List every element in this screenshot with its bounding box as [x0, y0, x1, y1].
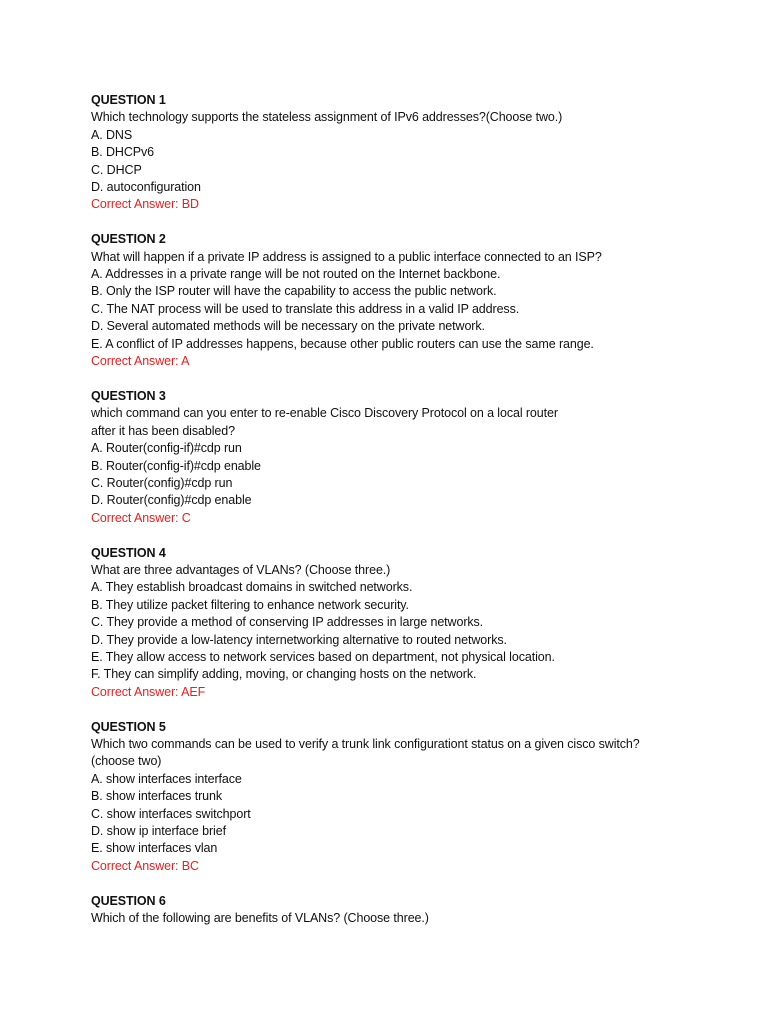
correct-answer: Correct Answer: A: [91, 354, 190, 369]
answer-option: A. Router(config-if)#cdp run: [91, 441, 242, 456]
answer-option: E. show interfaces vlan: [91, 841, 218, 856]
answer-option: B. Only the ISP router will have the capability to access the public network.: [91, 284, 497, 299]
answer-option: D. show ip interface brief: [91, 824, 226, 838]
correct-answer: Correct Answer: BC: [91, 858, 199, 873]
answer-option: B. They utilize packet filtering to enhance network security.: [91, 597, 409, 612]
answer-option: E. They allow access to network services based on department, not physical location.: [91, 649, 555, 664]
question-title: QUESTION 4: [91, 545, 166, 560]
answer-option: A. show interfaces interface: [91, 771, 242, 786]
answer-option: D. autoconfiguration: [91, 180, 201, 195]
answer-option: B. DHCPv6: [91, 145, 155, 160]
answer-option: A. DNS: [91, 127, 133, 142]
question-4: [91, 545, 691, 702]
answer-option: C. Router(config)#cdp run: [91, 475, 233, 490]
question-text: which command can you enter to re-enable Cisco Discovery Protocol on a local router after it has been disabled?: [91, 406, 558, 438]
answer-option: D. Router(config)#cdp enable: [91, 493, 252, 508]
question-5: [91, 719, 691, 876]
correct-answer: Correct Answer: AEF: [91, 684, 206, 699]
question-text: What are three advantages of VLANs? (Choose three.): [91, 562, 391, 577]
question-title: QUESTION 2: [91, 232, 166, 247]
question-title: QUESTION 5: [91, 719, 166, 734]
answer-option: A. They establish broadcast domains in switched networks.: [91, 580, 413, 595]
question-title: QUESTION 6: [91, 893, 166, 908]
answer-option: D. They provide a low-latency internetworking alternative to routed networks.: [91, 632, 507, 647]
answer-option: C. They provide a method of conserving IP addresses in large networks.: [91, 615, 484, 630]
correct-answer: Correct Answer: C: [91, 510, 191, 525]
question-text: Which two commands can be used to verify a trunk link configurationt status on a given cisco switch? (choose two): [91, 736, 640, 769]
answer-option: B. Router(config-if)#cdp enable: [91, 458, 261, 473]
question-text: Which technology supports the stateless assignment of IPv6 addresses?(Choose two.): [91, 110, 563, 125]
question-2: [91, 231, 691, 370]
question-text: What will happen if a private IP address is assigned to a public interface connected to an ISP?: [91, 249, 602, 264]
question-1: [91, 92, 691, 214]
document-page: [91, 92, 691, 945]
question-title: QUESTION 1: [91, 93, 166, 107]
answer-option: D. Several automated methods will be necessary on the private network.: [91, 319, 485, 334]
question-text: Which of the following are benefits of VLANs? (Choose three.): [91, 911, 429, 926]
answer-option: E. A conflict of IP addresses happens, because other public routers can use the same range.: [91, 336, 594, 351]
correct-answer: Correct Answer: BD: [91, 197, 199, 212]
answer-option: C. show interfaces switchport: [91, 806, 251, 821]
answer-option: A. Addresses in a private range will be not routed on the Internet backbone.: [91, 267, 501, 282]
answer-option: F. They can simplify adding, moving, or changing hosts on the network.: [91, 667, 477, 682]
question-title: QUESTION 3: [91, 388, 166, 403]
answer-option: C. DHCP: [91, 162, 142, 177]
question-3: [91, 388, 691, 527]
answer-option: C. The NAT process will be used to translate this address in a valid IP address.: [91, 301, 520, 316]
answer-option: B. show interfaces trunk: [91, 789, 222, 804]
question-6: [91, 893, 691, 928]
